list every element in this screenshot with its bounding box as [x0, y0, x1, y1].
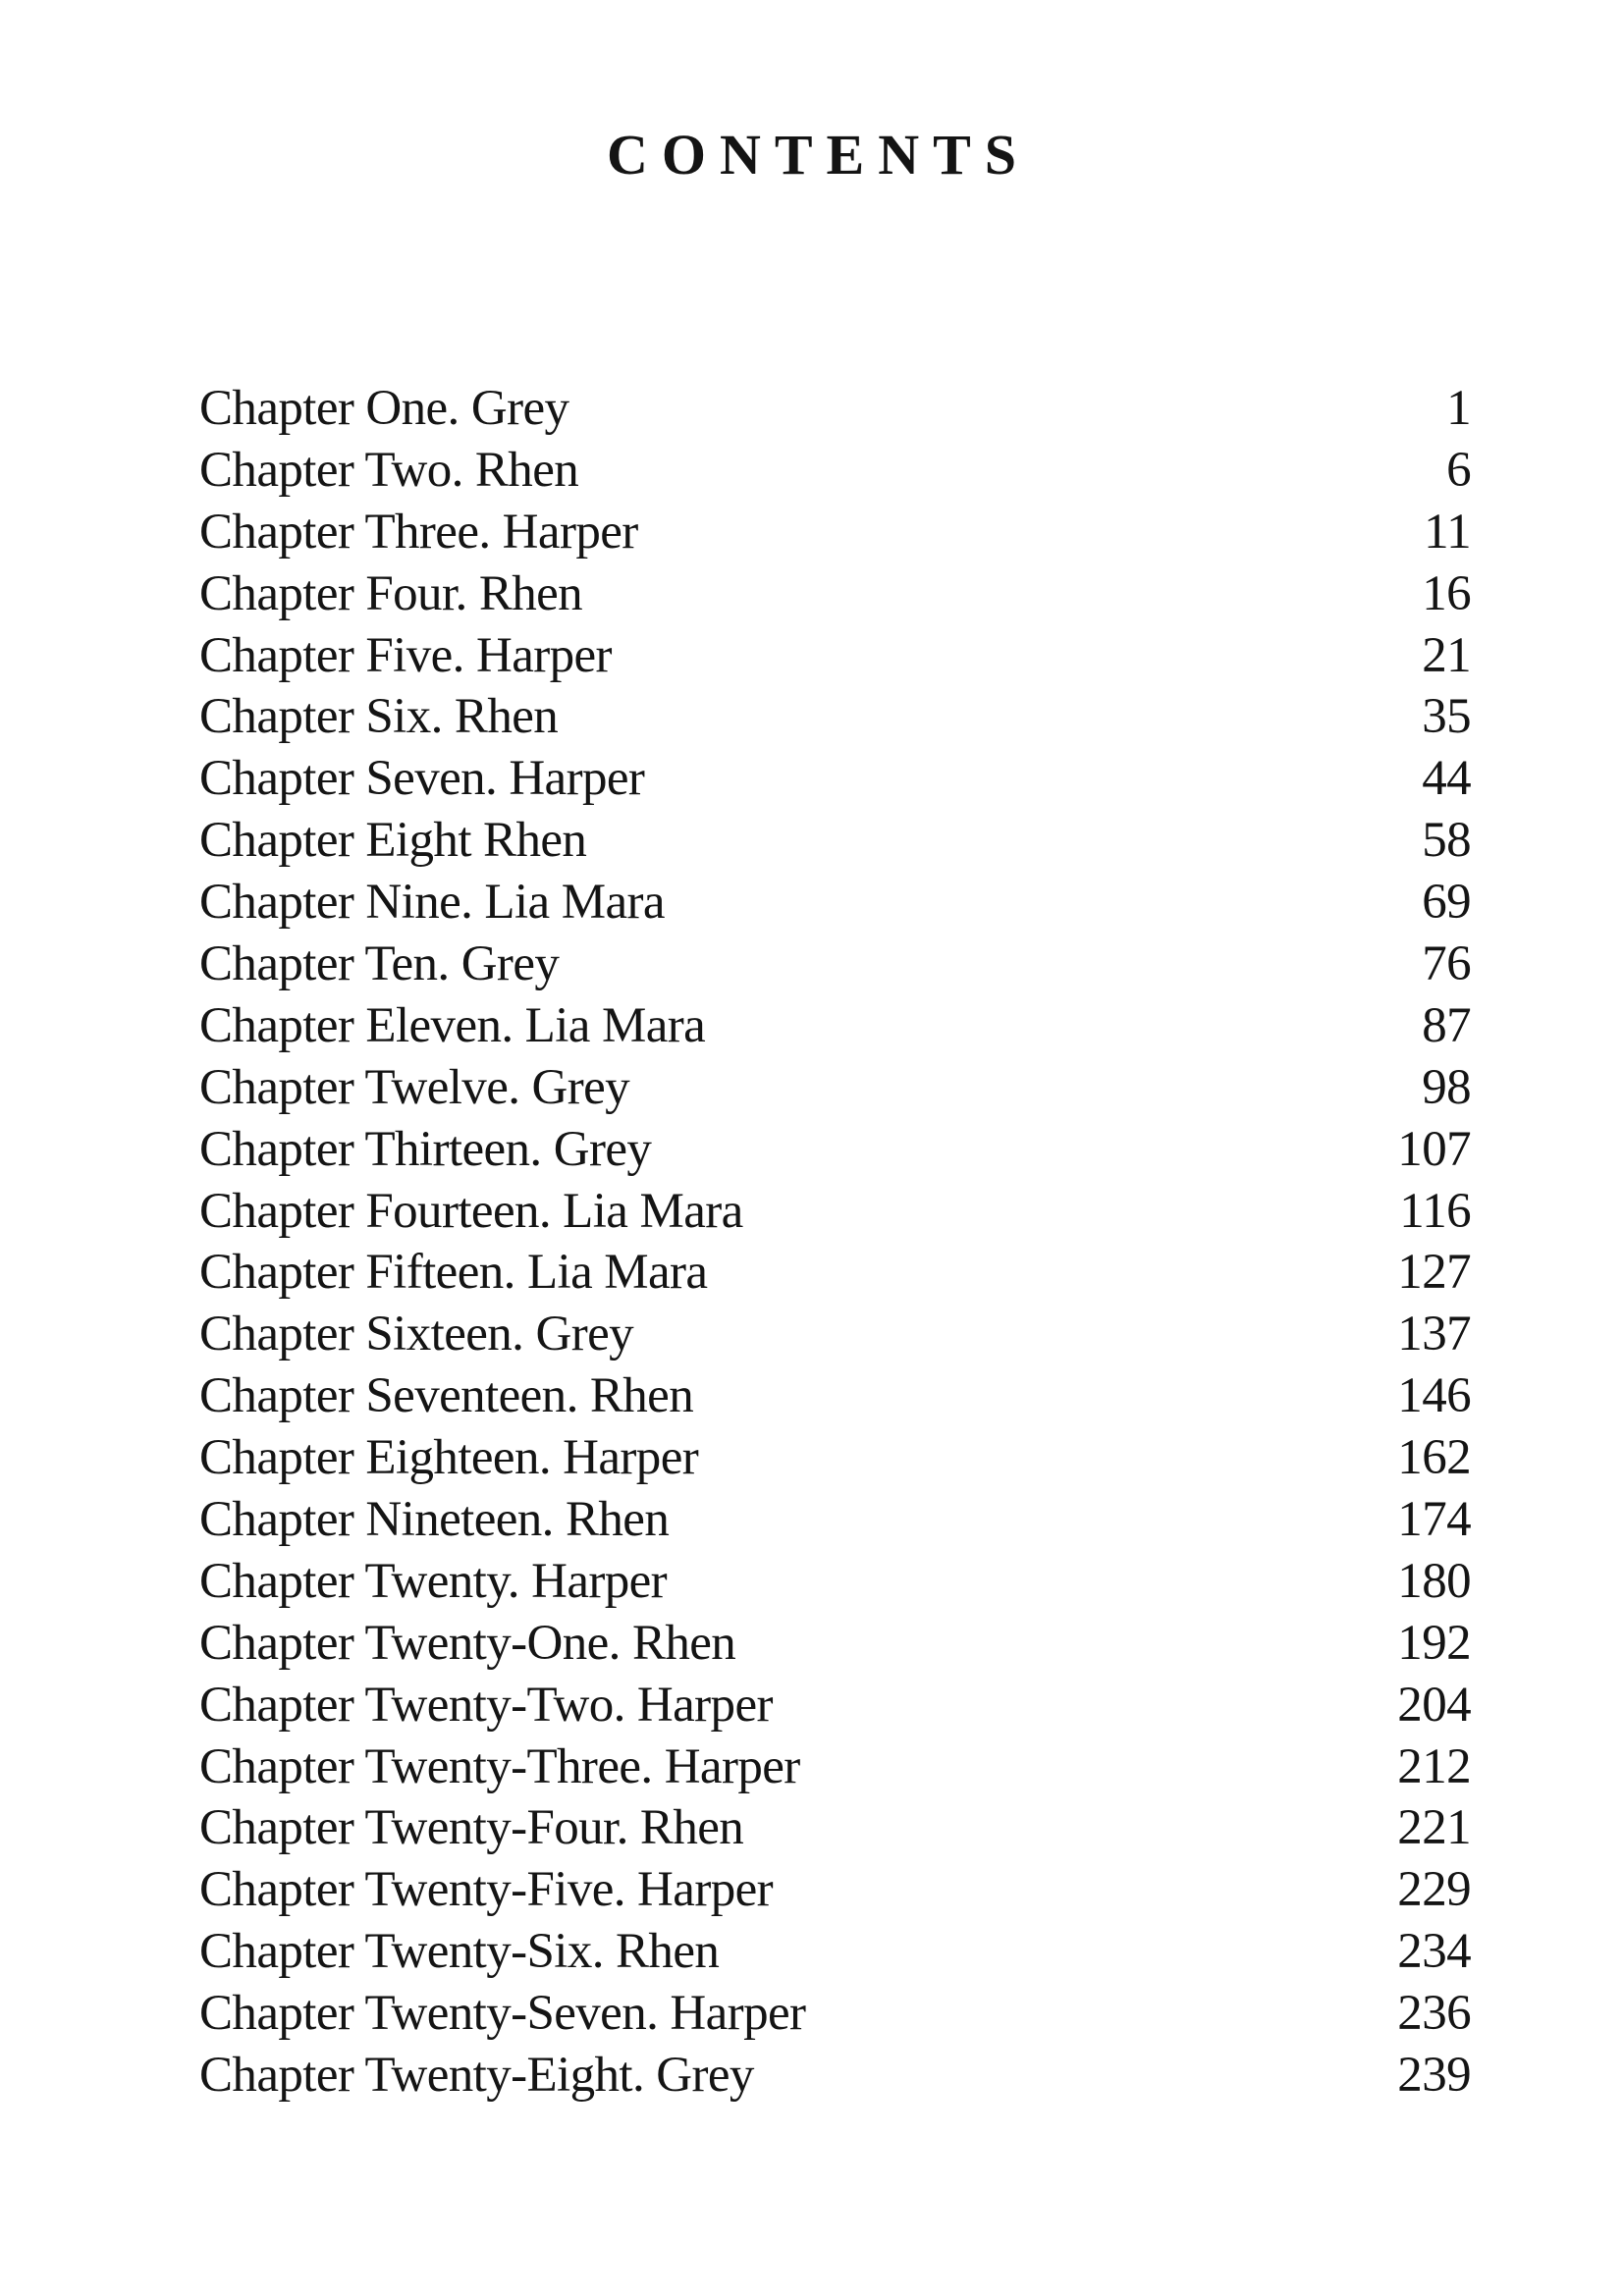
- chapter-title: Chapter Fourteen. Lia Mara: [199, 1183, 743, 1239]
- chapter-title: Chapter Three. Harper: [199, 504, 638, 560]
- page-number: 127: [1397, 1245, 1471, 1301]
- page-number: 1: [1446, 381, 1471, 436]
- page-number: 69: [1422, 875, 1471, 931]
- page-number: 87: [1422, 997, 1471, 1053]
- toc-entry[interactable]: [199, 1181, 1471, 1243]
- page-number: 98: [1422, 1059, 1471, 1115]
- chapter-title: Chapter Five. Harper: [199, 627, 612, 683]
- chapter-title: Chapter Twenty-Four. Rhen: [199, 1800, 744, 1856]
- toc-entry[interactable]: [199, 1427, 1471, 1489]
- toc-entry[interactable]: [199, 2045, 1471, 2107]
- toc-entry[interactable]: [199, 686, 1471, 748]
- page-title: CONTENTS: [606, 123, 1031, 187]
- chapter-title: Chapter Twelve. Grey: [199, 1059, 630, 1115]
- page-number: 116: [1399, 1183, 1471, 1239]
- toc-entry[interactable]: [199, 1613, 1471, 1675]
- chapter-title: Chapter Twenty-Six. Rhen: [199, 1924, 720, 1980]
- toc-entry[interactable]: [199, 1057, 1471, 1119]
- chapter-title: Chapter Twenty-Three. Harper: [199, 1738, 800, 1794]
- toc-entry[interactable]: [199, 810, 1471, 872]
- chapter-title: Chapter Twenty-Eight. Grey: [199, 2048, 754, 2104]
- toc-entry[interactable]: [199, 1859, 1471, 1921]
- chapter-title: Chapter Two. Rhen: [199, 442, 579, 498]
- chapter-title: Chapter Seventeen. Rhen: [199, 1368, 694, 1424]
- toc-entry[interactable]: [199, 1983, 1471, 2045]
- chapter-title: Chapter Eleven. Lia Mara: [199, 997, 706, 1053]
- chapter-title: Chapter Twenty-Five. Harper: [199, 1862, 774, 1918]
- page-number: 234: [1397, 1924, 1471, 1980]
- chapter-title: Chapter Twenty-Seven. Harper: [199, 1986, 806, 2042]
- page-number: 76: [1422, 936, 1471, 992]
- page-number: 58: [1422, 813, 1471, 869]
- page-number: 137: [1397, 1307, 1471, 1362]
- page-number: 146: [1397, 1368, 1471, 1424]
- chapter-title: Chapter Four. Rhen: [199, 565, 583, 621]
- chapter-title: Chapter Seven. Harper: [199, 751, 645, 807]
- page-number: 162: [1397, 1430, 1471, 1486]
- page-number: 180: [1397, 1553, 1471, 1609]
- chapter-title: Chapter Twenty-One. Rhen: [199, 1615, 736, 1671]
- chapter-title: Chapter Twenty-Two. Harper: [199, 1677, 773, 1733]
- toc-entry[interactable]: [199, 1119, 1471, 1181]
- chapter-title: Chapter Nine. Lia Mara: [199, 875, 665, 931]
- page-number: 239: [1397, 2048, 1471, 2104]
- page-number: 212: [1397, 1738, 1471, 1794]
- page-number: 236: [1397, 1986, 1471, 2042]
- toc-entry[interactable]: [199, 1675, 1471, 1736]
- page-number: 16: [1422, 565, 1471, 621]
- page-number: 35: [1422, 689, 1471, 745]
- chapter-title: Chapter Nineteen. Rhen: [199, 1492, 670, 1548]
- toc-entry[interactable]: [199, 1797, 1471, 1859]
- toc-entry[interactable]: [199, 995, 1471, 1057]
- chapter-title: Chapter Ten. Grey: [199, 936, 560, 992]
- toc-entry[interactable]: [199, 1489, 1471, 1551]
- chapter-title: Chapter Eight Rhen: [199, 813, 587, 869]
- toc-entry[interactable]: [199, 502, 1471, 563]
- chapter-title: Chapter Fifteen. Lia Mara: [199, 1245, 708, 1301]
- toc-entry[interactable]: [199, 934, 1471, 995]
- toc-entry[interactable]: [199, 563, 1471, 625]
- page-number: 6: [1446, 442, 1471, 498]
- page-number: 21: [1422, 627, 1471, 683]
- chapter-title: Chapter Thirteen. Grey: [199, 1121, 652, 1177]
- chapter-title: Chapter Twenty. Harper: [199, 1553, 668, 1609]
- toc-entry[interactable]: [199, 1304, 1471, 1365]
- page-number: 107: [1397, 1121, 1471, 1177]
- chapter-title: Chapter Eighteen. Harper: [199, 1430, 699, 1486]
- chapter-title: Chapter One. Grey: [199, 381, 569, 436]
- page-number: 204: [1397, 1677, 1471, 1733]
- page-number: 44: [1422, 751, 1471, 807]
- table-of-contents: [199, 378, 1471, 2107]
- toc-entry[interactable]: [199, 1921, 1471, 1983]
- toc-entry[interactable]: [199, 748, 1471, 810]
- toc-entry[interactable]: [199, 625, 1471, 687]
- toc-entry[interactable]: [199, 440, 1471, 502]
- chapter-title: Chapter Sixteen. Grey: [199, 1307, 634, 1362]
- page-number: 229: [1397, 1862, 1471, 1918]
- toc-entry[interactable]: [199, 872, 1471, 934]
- toc-entry[interactable]: [199, 1736, 1471, 1798]
- chapter-title: Chapter Six. Rhen: [199, 689, 559, 745]
- toc-entry[interactable]: [199, 1551, 1471, 1613]
- toc-entry[interactable]: [199, 378, 1471, 440]
- page-number: 11: [1424, 504, 1471, 560]
- page-number: 174: [1397, 1492, 1471, 1548]
- page-number: 192: [1397, 1615, 1471, 1671]
- toc-entry[interactable]: [199, 1242, 1471, 1304]
- toc-entry[interactable]: [199, 1365, 1471, 1427]
- page-number: 221: [1397, 1800, 1471, 1856]
